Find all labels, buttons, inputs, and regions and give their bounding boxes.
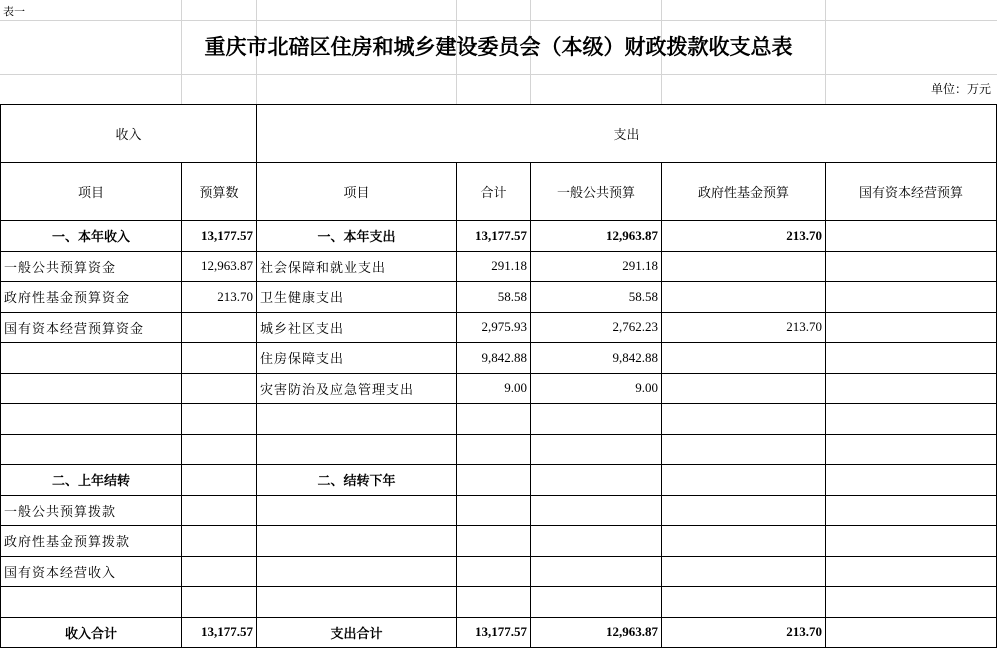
expense-item-header: 项目 — [257, 163, 457, 221]
general-budget-cell — [531, 556, 662, 587]
table-row — [1, 312, 997, 343]
expense-item-cell — [257, 404, 457, 435]
gridline — [0, 74, 997, 75]
general-budget-cell: 9,842.88 — [531, 343, 662, 374]
table-row — [1, 373, 997, 404]
expense-item-cell: 二、结转下年 — [257, 465, 457, 496]
income-amount-cell — [182, 343, 257, 374]
income-item-cell: 政府性基金预算拨款 — [1, 526, 182, 557]
table-row — [1, 404, 997, 435]
state-capital-cell — [826, 343, 997, 374]
expense-total-header: 合计 — [457, 163, 531, 221]
gov-fund-header: 政府性基金预算 — [662, 163, 826, 221]
state-capital-cell — [826, 587, 997, 618]
gov-fund-cell — [662, 251, 826, 282]
state-capital-cell — [826, 312, 997, 343]
general-budget-total: 12,963.87 — [531, 617, 662, 647]
income-amount-cell: 12,963.87 — [182, 251, 257, 282]
expense-header: 支出 — [257, 105, 997, 163]
table-row — [1, 251, 997, 282]
expense-total-cell — [457, 495, 531, 526]
expense-item-cell: 社会保障和就业支出 — [257, 251, 457, 282]
income-amount-cell — [182, 373, 257, 404]
expense-item-cell — [257, 495, 457, 526]
sheet-label: 表一 — [3, 5, 25, 18]
income-amount-cell — [182, 434, 257, 465]
income-item-cell: 一般公共预算拨款 — [1, 495, 182, 526]
expense-item-cell — [257, 434, 457, 465]
expense-total-cell: 2,975.93 — [457, 312, 531, 343]
income-item-cell — [1, 404, 182, 435]
state-capital-cell — [826, 526, 997, 557]
expense-total-cell: 291.18 — [457, 251, 531, 282]
expense-total-cell — [457, 526, 531, 557]
table-row — [1, 282, 997, 313]
gov-fund-cell — [662, 556, 826, 587]
general-budget-cell: 2,762.23 — [531, 312, 662, 343]
income-header: 收入 — [1, 105, 257, 163]
state-capital-cell — [826, 221, 997, 252]
general-budget-header: 一般公共预算 — [531, 163, 662, 221]
income-item-cell: 二、上年结转 — [1, 465, 182, 496]
table-row — [1, 556, 997, 587]
expense-total-cell: 58.58 — [457, 282, 531, 313]
expense-item-cell: 灾害防治及应急管理支出 — [257, 373, 457, 404]
expense-total-label: 支出合计 — [257, 617, 457, 647]
state-capital-cell — [826, 465, 997, 496]
general-budget-cell — [531, 526, 662, 557]
expense-total-cell — [457, 404, 531, 435]
state-capital-cell — [826, 373, 997, 404]
expense-item-cell: 住房保障支出 — [257, 343, 457, 374]
page-title: 重庆市北碚区住房和城乡建设委员会（本级）财政拨款收支总表 — [204, 34, 793, 59]
income-item-cell: 一、本年收入 — [1, 221, 182, 252]
gov-fund-cell — [662, 404, 826, 435]
state-capital-cell — [826, 251, 997, 282]
gov-fund-total: 213.70 — [662, 617, 826, 647]
table-row — [1, 495, 997, 526]
gov-fund-cell — [662, 587, 826, 618]
table-row — [1, 221, 997, 252]
income-amount-cell — [182, 404, 257, 435]
income-item-cell — [1, 343, 182, 374]
gov-fund-cell: 213.70 — [662, 312, 826, 343]
expense-total-cell — [457, 434, 531, 465]
budget-table — [0, 104, 997, 648]
expense-item-cell — [257, 587, 457, 618]
table-row — [1, 465, 997, 496]
expense-item-cell: 城乡社区支出 — [257, 312, 457, 343]
income-total-label: 收入合计 — [1, 617, 182, 647]
general-budget-cell: 291.18 — [531, 251, 662, 282]
income-item-cell — [1, 434, 182, 465]
expense-total-cell — [457, 465, 531, 496]
state-capital-header: 国有资本经营预算 — [826, 163, 997, 221]
general-budget-cell: 12,963.87 — [531, 221, 662, 252]
state-capital-cell — [826, 556, 997, 587]
unit-label: 单位：万元 — [930, 82, 991, 96]
income-amount-cell — [182, 587, 257, 618]
state-capital-total — [826, 617, 997, 647]
gov-fund-cell — [662, 434, 826, 465]
expense-item-cell: 卫生健康支出 — [257, 282, 457, 313]
general-budget-cell — [531, 434, 662, 465]
totals-row — [1, 617, 997, 647]
table-row — [1, 587, 997, 618]
income-budget-header: 预算数 — [182, 163, 257, 221]
income-item-header: 项目 — [1, 163, 182, 221]
expense-total-cell: 9.00 — [457, 373, 531, 404]
state-capital-cell — [826, 282, 997, 313]
expense-total-amount: 13,177.57 — [457, 617, 531, 647]
state-capital-cell — [826, 404, 997, 435]
general-budget-cell — [531, 495, 662, 526]
income-amount-cell — [182, 556, 257, 587]
general-budget-cell: 58.58 — [531, 282, 662, 313]
table-row — [1, 526, 997, 557]
general-budget-cell — [531, 404, 662, 435]
income-item-cell — [1, 587, 182, 618]
gov-fund-cell — [662, 495, 826, 526]
expense-item-cell — [257, 556, 457, 587]
income-amount-cell — [182, 312, 257, 343]
table-row — [1, 434, 997, 465]
gov-fund-cell: 213.70 — [662, 221, 826, 252]
gov-fund-cell — [662, 526, 826, 557]
income-item-cell: 政府性基金预算资金 — [1, 282, 182, 313]
expense-total-cell — [457, 556, 531, 587]
income-amount-cell — [182, 526, 257, 557]
income-amount-cell: 213.70 — [182, 282, 257, 313]
income-amount-cell: 13,177.57 — [182, 221, 257, 252]
gov-fund-cell — [662, 282, 826, 313]
income-item-cell: 国有资本经营预算资金 — [1, 312, 182, 343]
expense-total-cell: 9,842.88 — [457, 343, 531, 374]
gov-fund-cell — [662, 373, 826, 404]
state-capital-cell — [826, 434, 997, 465]
gov-fund-cell — [662, 343, 826, 374]
income-item-cell: 国有资本经营收入 — [1, 556, 182, 587]
table-row — [1, 343, 997, 374]
expense-item-cell — [257, 526, 457, 557]
income-amount-cell — [182, 495, 257, 526]
expense-total-cell: 13,177.57 — [457, 221, 531, 252]
state-capital-cell — [826, 495, 997, 526]
income-total-amount: 13,177.57 — [182, 617, 257, 647]
expense-item-cell: 一、本年支出 — [257, 221, 457, 252]
income-item-cell — [1, 373, 182, 404]
general-budget-cell — [531, 587, 662, 618]
general-budget-cell: 9.00 — [531, 373, 662, 404]
expense-total-cell — [457, 587, 531, 618]
income-amount-cell — [182, 465, 257, 496]
gov-fund-cell — [662, 465, 826, 496]
income-item-cell: 一般公共预算资金 — [1, 251, 182, 282]
general-budget-cell — [531, 465, 662, 496]
